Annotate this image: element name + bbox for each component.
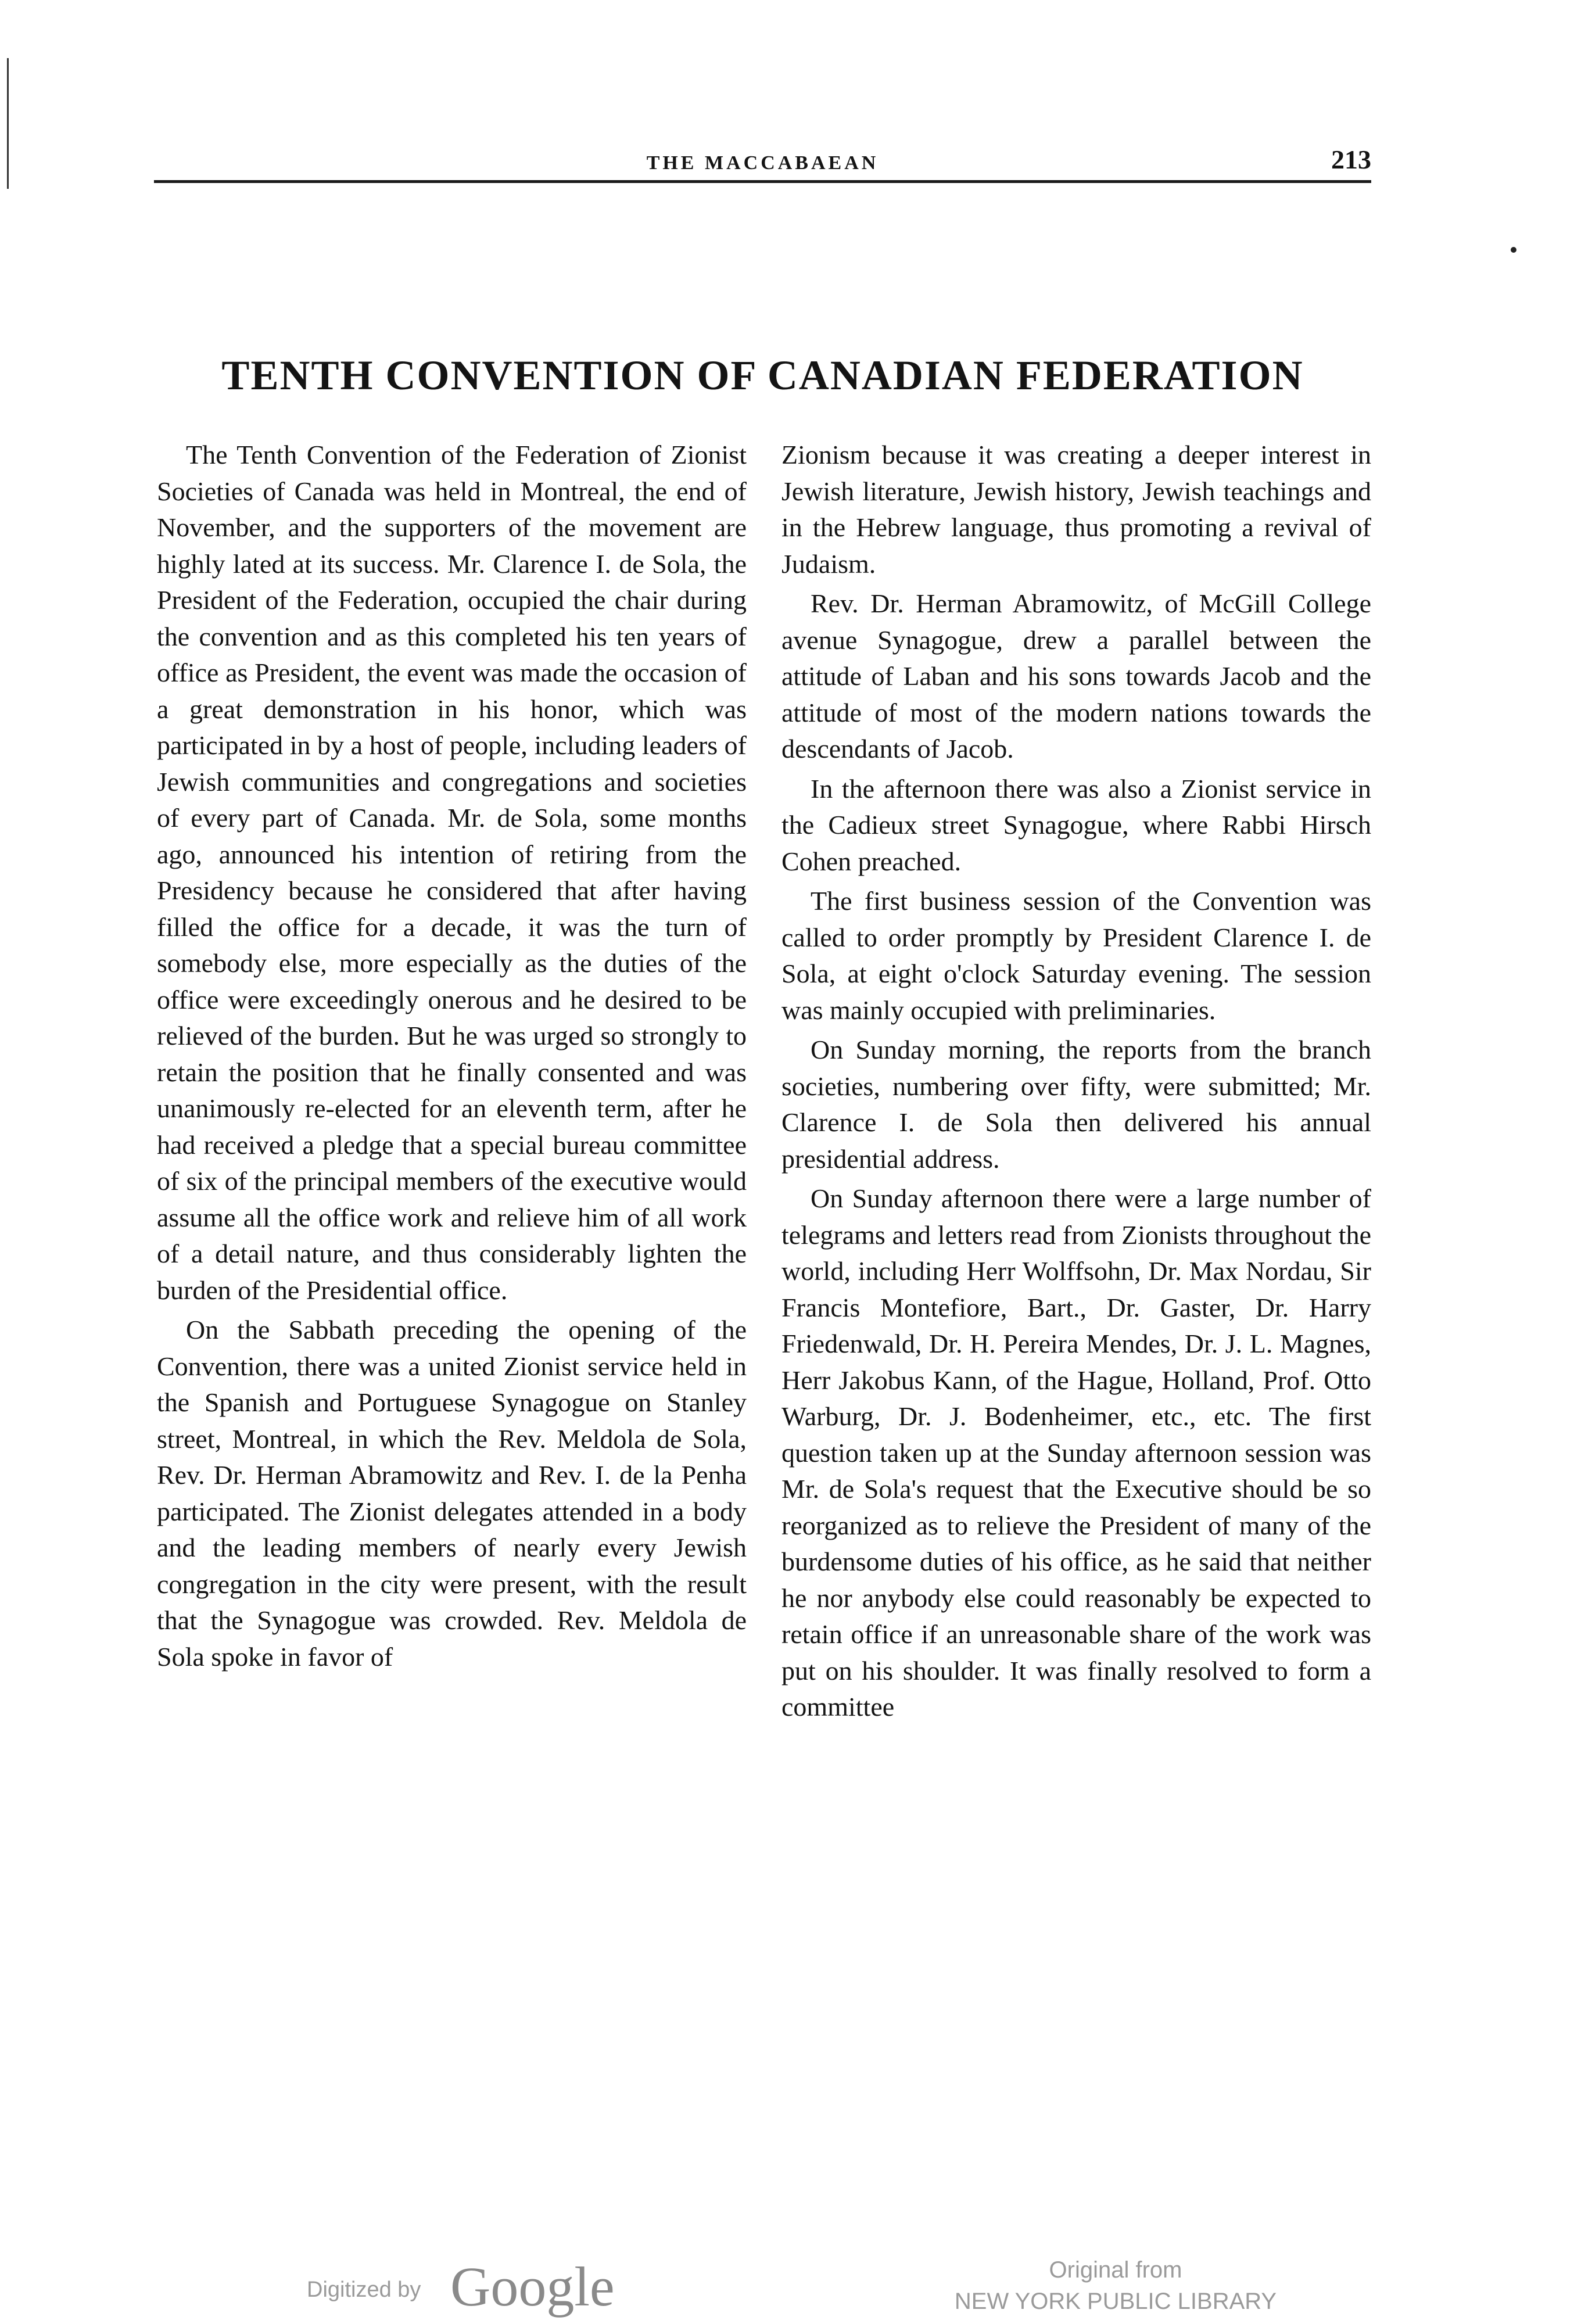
paragraph: Zionism because it was creating a deeper interest in Jewish literature, Jewish history, Jewish teachings and in the Hebrew language, thus promoting a revival of Judaism. <box>781 440 1371 579</box>
paragraph: On Sunday morning, the reports from the branch societies, numbering over fifty, were submitted; Mr. Clarence I. de Sola then delivered his annual presidential address. <box>781 1035 1371 1174</box>
digitized-by-label: Digitized by <box>307 2278 421 2302</box>
paragraph: In the afternoon there was also a Zionist service in the Cadieux street Synagogue, where Rabbi Hirsch Cohen preached. <box>781 773 1371 876</box>
paragraph: Rev. Dr. Herman Abramowitz, of McGill College avenue Synagogue, drew a parallel between the attitude of Laban and his sons towards Jacob and the attitude of most of the modern nations towards the descendants of Jacob. <box>781 589 1371 763</box>
journal-name: THE MACCABAEAN <box>646 152 879 174</box>
article-title: TENTH CONVENTION OF CANADIAN FEDERATION <box>221 352 1304 399</box>
paragraph: The Tenth Convention of the Federation of Zionist Societies of Canada was held in Montreal, the end of November, and the supporters of the movement are highly lated at its success. Mr. Clarence I. de Sola, the President of the Federation, occupied the chair during the convention and as this completed his ten years of office as President, the event was made the occasion of a great demonstration in his honor, which was participated in by a host of people, including leaders of Jewish communities and congregations and societies of every part of Canada. Mr. de Sola, some months ago, announced his intention of retiring from the Presidency because he considered that after having filled the office for a decade, it was the turn of somebody else, more especially as the duties of the office were exceedingly onerous and he desired to be relieved of the burden. But he was urged so strongly to retain the position that he finally consented and was unanimously re-elected for an eleventh term, after he had received a pledge that a special bureau committee of six of the principal members of the executive would assume all the office work and relieve him of all work of a detail nature, and thus considerably lighten the burden of the Presidential office. <box>157 440 747 1305</box>
page-number: 213 <box>1331 145 1371 174</box>
scan-margin-line <box>7 58 9 189</box>
right-column <box>781 437 1371 1729</box>
google-logo: Google <box>450 2255 615 2318</box>
running-header <box>154 144 1371 185</box>
left-column <box>157 437 747 1679</box>
header-rule <box>154 180 1371 183</box>
original-from-label: Original from <box>1049 2257 1182 2283</box>
original-source <box>930 2254 1301 2317</box>
digitization-footer <box>0 2254 1574 2318</box>
library-name: NEW YORK PUBLIC LIBRARY <box>954 2289 1277 2314</box>
paragraph: On Sunday afternoon there were a large number of telegrams and letters read from Zionists throughout the world, including Herr Wolffsohn, Dr. Max Nordau, Sir Francis Montefiore, Bart., Dr. Gaster, Dr. Harry Friedenwald, Dr. H. Pereira Mendes, Dr. J. L. Magnes, Herr Jakobus Kann, of the Hague, Holland, Prof. Otto Warburg, Dr. J. Bodenheimer, etc., etc. The first question taken up at the Sunday afternoon session was Mr. de Sola's request that the Executive should be so reorganized as to relieve the President of many of the burdensome duties of his office, as he said that neither he nor anybody else could reasonably be expected to retain office if an unreasonable share of the work was put on his shoulder. It was finally resolved to form a committee <box>781 1183 1371 1722</box>
paragraph: The first business session of the Convention was called to order promptly by President Clarence I. de Sola, at eight o'clock Saturday evening. The session was mainly occupied with preliminaries. <box>781 886 1371 1025</box>
scan-speck <box>1511 247 1516 253</box>
paragraph: On the Sabbath preceding the opening of the Convention, there was a united Zionist service held in the Spanish and Portuguese Synagogue on Stanley street, Montreal, in which the Rev. Meldola de Sola, Rev. Dr. Herman Abramowitz and Rev. I. de la Penha participated. The Zionist delegates attended in a body and the leading members of nearly every Jewish congregation in the city were present, with the result that the Synagogue was crowded. Rev. Meldola de Sola spoke in favor of <box>157 1315 747 1672</box>
